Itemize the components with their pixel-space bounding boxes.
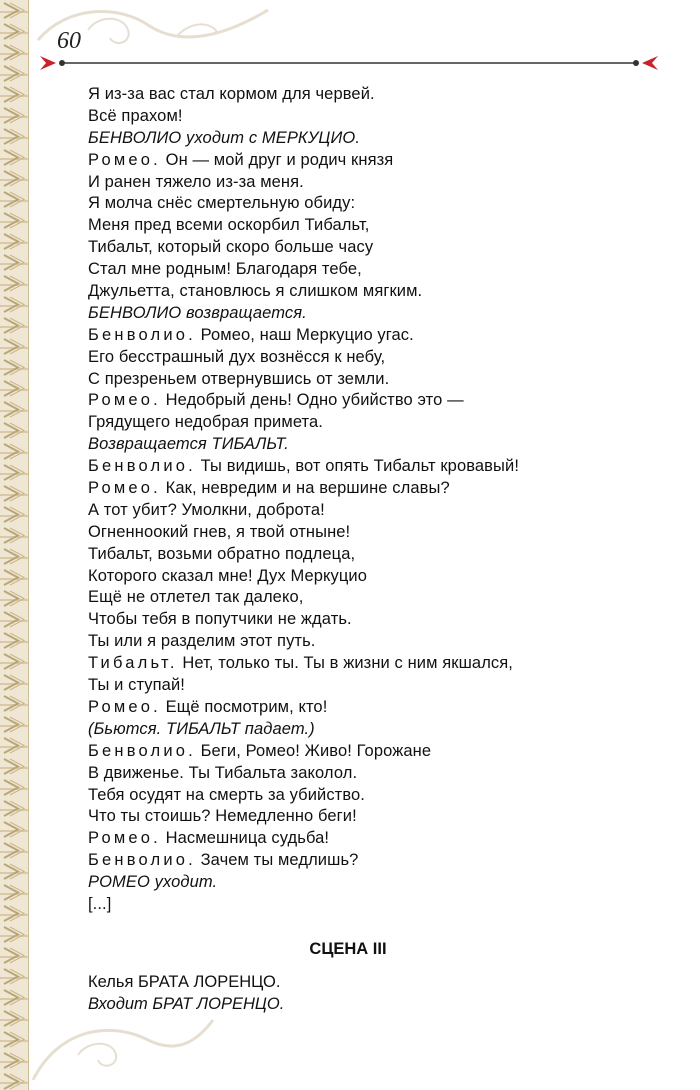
verse-line (88, 522, 668, 544)
speaker-name: Тибальт. (88, 654, 178, 673)
verse-line (88, 609, 668, 631)
line-text: С презреньем отвернувшись от земли. (88, 369, 390, 388)
speech-line (88, 850, 668, 872)
verse-line (88, 106, 668, 128)
line-text: Я молча снёс смертельную обиду: (88, 194, 356, 213)
verse-line (88, 172, 668, 194)
line-text: Что ты стоишь? Немедленно беги! (88, 807, 357, 826)
right-ornament-icon (642, 56, 658, 70)
line-text: Огненноокий гнев, я твой отныне! (88, 522, 351, 541)
line-text: Которого сказал мне! Дух Меркуцио (88, 566, 368, 585)
line-text: Ты видишь, вот опять Тибальт кровавый! (195, 457, 520, 476)
line-text: (Бьются. ТИБАЛЬТ падает.) (88, 719, 315, 738)
line-text: Он — мой друг и родич князя (160, 150, 394, 169)
line-text: Как, невредим и на вершине славы? (160, 479, 450, 498)
speaker-name: Бенволио. (88, 457, 196, 476)
verse-line (88, 281, 668, 303)
line-text: Его бесстрашный дух вознёсся к небу, (88, 347, 386, 366)
verse-line (88, 587, 668, 609)
line-text: Я из-за вас стал кормом для червей. (88, 85, 375, 103)
speaker-name: Бенволио. (88, 741, 196, 760)
verse-line (88, 566, 668, 588)
speech-line (88, 653, 668, 675)
line-text: Насмешница судьба! (160, 829, 330, 848)
left-ornament-icon (40, 56, 56, 70)
verse-line (88, 500, 668, 522)
line-text: И ранен тяжело из-за меня. (88, 172, 304, 191)
line-text: Тибальт, возьми обратно подлеца, (88, 544, 356, 563)
speech-line (88, 741, 668, 763)
speech-line (88, 697, 668, 719)
line-text: А тот убит? Умолкни, доброта! (88, 500, 325, 519)
line-text: Ты или я разделим этот путь. (88, 632, 316, 651)
line-text: Возвращается ТИБАЛЬТ. (88, 435, 289, 454)
line-text: В движенье. Ты Тибальта заколол. (88, 763, 358, 782)
line-text: Стал мне родным! Благодаря тебе, (88, 260, 362, 279)
line-text: Меня пред всеми оскорбил Тибальт, (88, 216, 370, 235)
verse-line (88, 631, 668, 653)
play-text (88, 84, 668, 916)
verse-line (88, 215, 668, 237)
line-text: БЕНВОЛИО уходит с МЕРКУЦИО. (88, 128, 361, 147)
scene-title (0, 940, 700, 959)
line-text: Ещё не отлетел так далеко, (88, 588, 304, 607)
verse-line (88, 347, 668, 369)
line-text: [...] (88, 894, 112, 913)
stage-direction (88, 128, 668, 150)
stage-direction (88, 872, 668, 894)
verse-line (88, 237, 668, 259)
stage-direction: Входит БРАТ ЛОРЕНЦО. (88, 994, 285, 1013)
line-text: РОМЕО уходит. (88, 873, 218, 892)
line-text: Чтобы тебя в попутчики не ждать. (88, 610, 352, 629)
verse-line (88, 894, 668, 916)
verse-line (88, 369, 668, 391)
scene-title-text: СЦЕНА III (309, 940, 387, 958)
line-text: Джульетта, становлюсь я слишком мягким. (88, 282, 423, 301)
line-text: Нет, только ты. Ты в жизни с ним якшался, (177, 654, 513, 673)
speaker-name: Ромео. (88, 697, 161, 716)
verse-line (88, 806, 668, 828)
speaker-name: Ромео. (88, 391, 161, 410)
verse-line (88, 785, 668, 807)
border-ornament (0, 0, 28, 1090)
verse-line (88, 84, 668, 106)
speech-line (88, 828, 668, 850)
line-text: БЕНВОЛИО возвращается. (88, 303, 307, 322)
verse-line (88, 259, 668, 281)
line-text: Недобрый день! Одно убийство это — (160, 391, 464, 410)
line-text: Ромео, наш Меркуцио угас. (195, 325, 414, 344)
line-text: Ещё посмотрим, кто! (160, 697, 328, 716)
line-text: Грядущего недобрая примета. (88, 413, 323, 432)
verse-line (88, 412, 668, 434)
line-text: Тебя осудят на смерть за убийство. (88, 785, 365, 804)
speaker-name: Бенволио. (88, 325, 196, 344)
speaker-name: Ромео. (88, 479, 161, 498)
speaker-name: Бенволио. (88, 851, 196, 870)
speaker-name: Ромео. (88, 150, 161, 169)
line-text: Тибальт, который скоро больше часу (88, 238, 374, 257)
verse-line (88, 544, 668, 566)
line-text: Беги, Ромео! Живо! Горожане (195, 741, 432, 760)
verse-line (88, 675, 668, 697)
decorative-border (0, 0, 29, 1090)
speech-line (88, 478, 668, 500)
speech-line (88, 456, 668, 478)
stage-direction (88, 303, 668, 325)
speech-line (88, 150, 668, 172)
scene-intro (88, 972, 668, 1016)
verse-line (88, 763, 668, 785)
header-rule (40, 52, 658, 74)
speech-line (88, 390, 668, 412)
line-text: Ты и ступай! (88, 676, 185, 695)
verse-line (88, 193, 668, 215)
scene-setting: Келья БРАТА ЛОРЕНЦО. (88, 973, 281, 991)
line-text: Зачем ты медлишь? (195, 851, 359, 870)
page-number: 60 (57, 28, 81, 54)
speaker-name: Ромео. (88, 829, 161, 848)
line-text: Всё прахом! (88, 106, 183, 125)
swirl-ornament-bottom (28, 1010, 218, 1090)
speech-line (88, 325, 668, 347)
stage-direction (88, 719, 668, 741)
stage-direction (88, 434, 668, 456)
